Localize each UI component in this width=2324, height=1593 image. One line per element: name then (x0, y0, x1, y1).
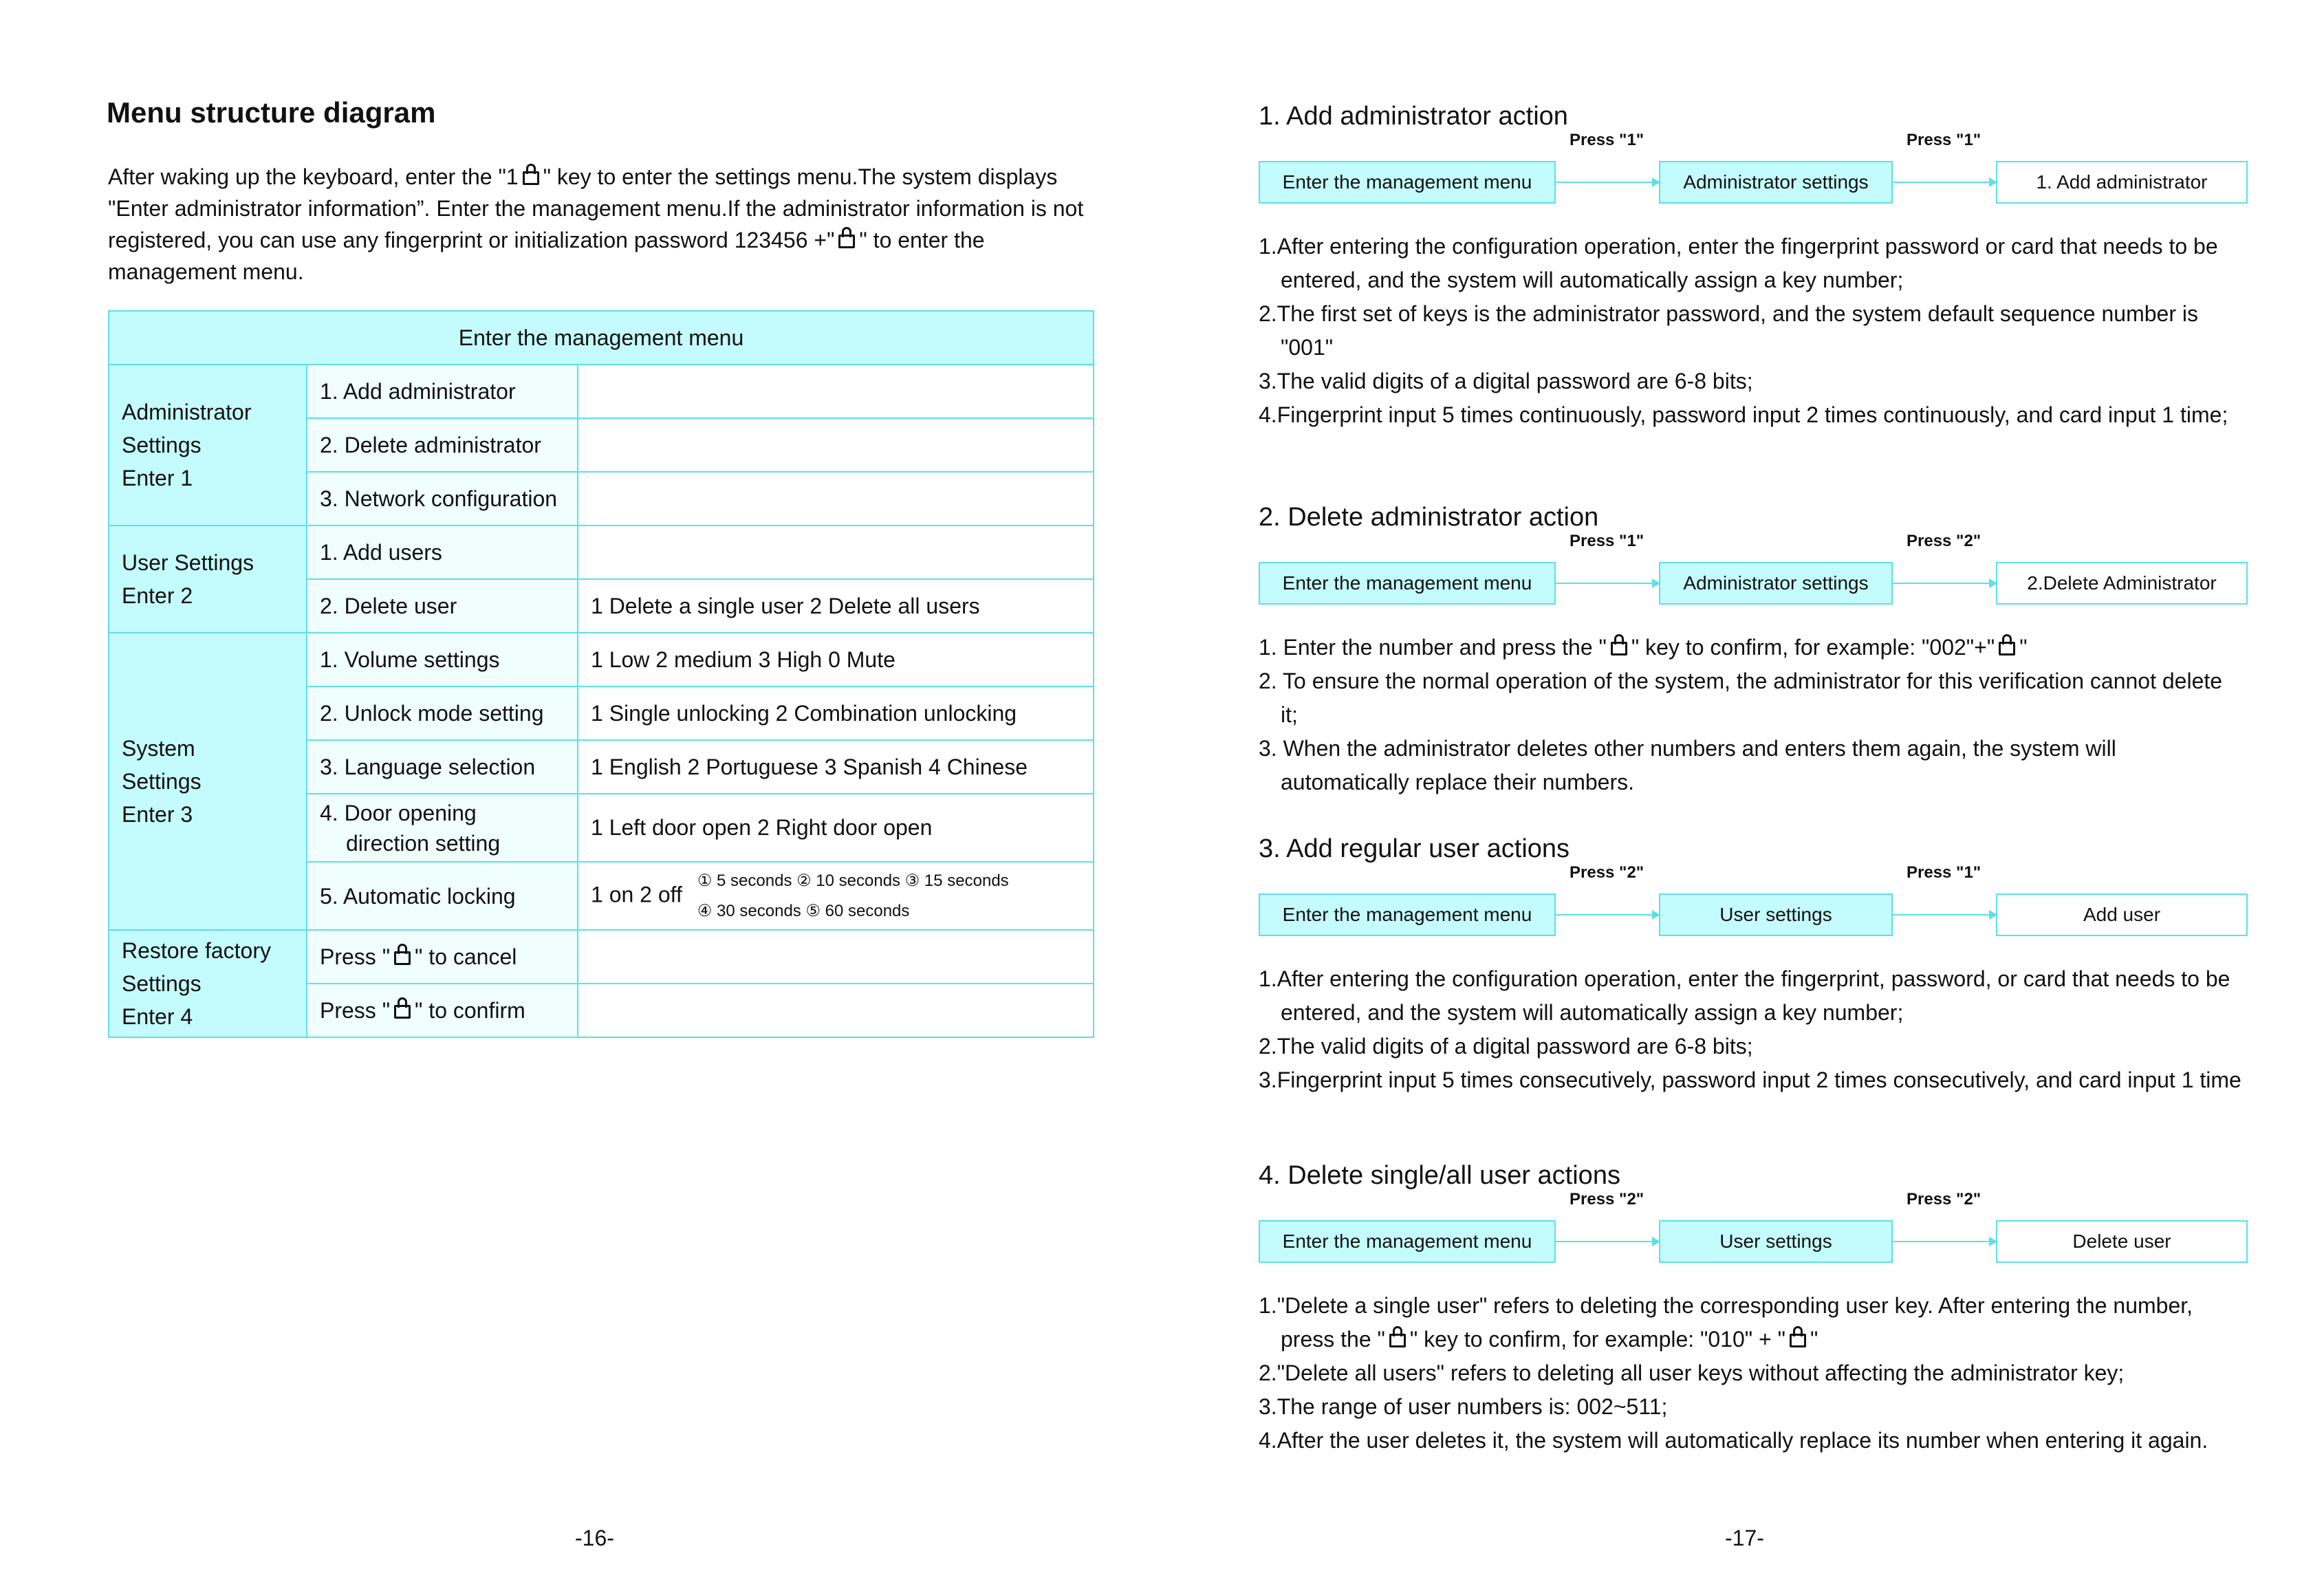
note-item: 1."Delete a single user" refers to deleting the corresponding user key. After entering the number, press the " " key to confirm, for example: "010" + " " (1259, 1293, 2193, 1352)
menu-item: 5. Automatic locking (307, 862, 578, 930)
lock-icon (1611, 642, 1627, 655)
flow-arrow (1893, 914, 1996, 915)
lock-icon (838, 235, 855, 248)
note-item: 4.After the user deletes it, the system will automatically replace its number when entering it again. (1259, 1428, 2208, 1453)
note-item: 3.The valid digits of a digital password are 6-8 bits; (1259, 369, 1753, 393)
flow-press-label: Press "2" (1907, 532, 1981, 550)
menu-option: 1 Left door open 2 Right door open (578, 794, 1094, 862)
notes-list (1259, 962, 2249, 1097)
menu-option: 1 Delete a single user 2 Delete all users (578, 579, 1094, 633)
flow-press-label: Press "1" (1907, 131, 1981, 149)
menu-option: 1 English 2 Portuguese 3 Spanish 4 Chinese (578, 740, 1094, 794)
menu-item: 1. Add users (307, 525, 578, 579)
menu-option (578, 984, 1094, 1037)
notes-list (1259, 230, 2242, 432)
section-title: 1. Add administrator action (1259, 102, 1568, 131)
menu-item: 1. Volume settings (307, 633, 578, 686)
note-item: 3.The range of user numbers is: 002~511; (1259, 1394, 1668, 1419)
note-item: 1.After entering the configuration operation, enter the fingerprint password or card that needs to be entered, and the system will automatically assign a key number; (1259, 234, 2218, 292)
lock-icon (394, 951, 411, 965)
flow-box-result: 1. Add administrator (1996, 161, 2248, 204)
lock-icon (1999, 642, 2015, 655)
intro-paragraph (108, 161, 1098, 288)
flow-box-result: Add user (1996, 893, 2248, 936)
table-header: Enter the management menu (109, 311, 1094, 365)
flow-box-admin-settings: Administrator settings (1659, 161, 1893, 204)
section-title: 3. Add regular user actions (1259, 834, 1570, 863)
lock-icon (1790, 1334, 1806, 1347)
section-title: 4. Delete single/all user actions (1259, 1161, 1620, 1190)
menu-option (578, 365, 1094, 418)
group-system-settings: System Settings Enter 3 (109, 633, 307, 930)
menu-item: 3. Network configuration (307, 472, 578, 525)
menu-option (578, 418, 1094, 472)
note-item: 1. Enter the number and press the " " key to confirm, for example: "002"+" " (1259, 635, 2028, 660)
flow-box-result: Delete user (1996, 1220, 2248, 1263)
auto-lock-durations: ① 5 seconds ② 10 seconds ③ 15 seconds ④ 30 seconds ⑤ 60 seconds (697, 871, 1009, 920)
menu-option (578, 930, 1094, 984)
flow-arrow (1893, 1241, 1996, 1242)
flow-press-label: Press "2" (1570, 1190, 1644, 1209)
flow-box-management-menu: Enter the management menu (1259, 562, 1556, 605)
lock-icon (523, 171, 539, 185)
lock-icon (1389, 1334, 1406, 1347)
menu-item: 2. Delete user (307, 579, 578, 633)
menu-item: 2. Unlock mode setting (307, 686, 578, 740)
intro-text-3: " to enter the management menu. (108, 228, 985, 284)
flow-press-label: Press "1" (1907, 863, 1981, 882)
flow-press-label: Press "1" (1570, 532, 1644, 550)
flow-arrow (1893, 182, 1996, 183)
menu-item: 2. Delete administrator (307, 418, 578, 472)
page-number: -17- (1725, 1526, 1764, 1550)
notes-list (1259, 1289, 2249, 1457)
flow-box-user-settings: User settings (1659, 1220, 1893, 1263)
flow-press-label: Press "2" (1907, 1190, 1981, 1209)
menu-item: 3. Language selection (307, 740, 578, 794)
menu-option: 1 on 2 off① 5 seconds ② 10 seconds ③ 15 seconds ④ 30 seconds ⑤ 60 seconds (578, 862, 1094, 930)
flow-arrow (1556, 914, 1659, 915)
menu-option: 1 Low 2 medium 3 High 0 Mute (578, 633, 1094, 686)
group-restore-factory: Restore factory Settings Enter 4 (109, 930, 307, 1037)
flow-box-user-settings: User settings (1659, 893, 1893, 936)
intro-text-1: After waking up the keyboard, enter the "1 (108, 164, 519, 189)
note-item: 3. When the administrator deletes other numbers and enters them again, the system will automatically replace their numbers. (1259, 736, 2116, 794)
notes-list (1259, 631, 2242, 799)
section-title: 2. Delete administrator action (1259, 503, 1599, 532)
lock-icon (394, 1005, 411, 1019)
group-user-settings: User Settings Enter 2 (109, 525, 307, 633)
right-page (1162, 0, 2324, 1593)
flow-arrow (1893, 583, 1996, 584)
flow-press-label: Press "1" (1570, 131, 1644, 149)
flow-box-admin-settings: Administrator settings (1659, 562, 1893, 605)
note-item: 2.The valid digits of a digital password are 6-8 bits; (1259, 1034, 1753, 1059)
flow-press-label: Press "2" (1570, 863, 1644, 882)
note-item: 2.The first set of keys is the administrator password, and the system default sequence number is "001" (1259, 301, 2198, 360)
menu-structure-table (108, 310, 1094, 1038)
flow-arrow (1556, 583, 1659, 584)
note-item: 3.Fingerprint input 5 times consecutively, password input 2 times consecutively, and card input 1 time (1259, 1068, 2241, 1092)
menu-option (578, 472, 1094, 525)
flow-arrow (1556, 182, 1659, 183)
menu-item: 1. Add administrator (307, 365, 578, 418)
flow-box-management-menu: Enter the management menu (1259, 161, 1556, 204)
note-item: 2. To ensure the normal operation of the system, the administrator for this verification cannot delete it; (1259, 669, 2223, 727)
intro-text-2: " key to enter the settings menu.The system displays "Enter administrator information”. Enter the management menu.If the administrator information is not registered, you can use any fingerprint or initialization password 123456 +" (108, 164, 1084, 252)
page-title: Menu structure diagram (107, 96, 436, 129)
menu-option: 1 Single unlocking 2 Combination unlocking (578, 686, 1094, 740)
page-number: -16- (575, 1526, 614, 1550)
menu-option (578, 525, 1094, 579)
note-item: 1.After entering the configuration operation, enter the fingerprint, password, or card that needs to be entered, and the system will automatically assign a key number; (1259, 966, 2230, 1025)
flow-box-result: 2.Delete Administrator (1996, 562, 2248, 605)
menu-item: 4. Door opening direction setting (307, 794, 578, 862)
note-item: 4.Fingerprint input 5 times continuously, password input 2 times continuously, and card input 1 time; (1259, 402, 2228, 427)
group-administrator-settings: Administrator Settings Enter 1 (109, 365, 307, 525)
flow-box-management-menu: Enter the management menu (1259, 893, 1556, 936)
menu-item-confirm: Press " " to confirm (307, 984, 578, 1037)
note-item: 2."Delete all users" refers to deleting all user keys without affecting the administrator key; (1259, 1361, 2125, 1385)
flow-box-management-menu: Enter the management menu (1259, 1220, 1556, 1263)
flow-arrow (1556, 1241, 1659, 1242)
menu-item-cancel: Press " " to cancel (307, 930, 578, 984)
